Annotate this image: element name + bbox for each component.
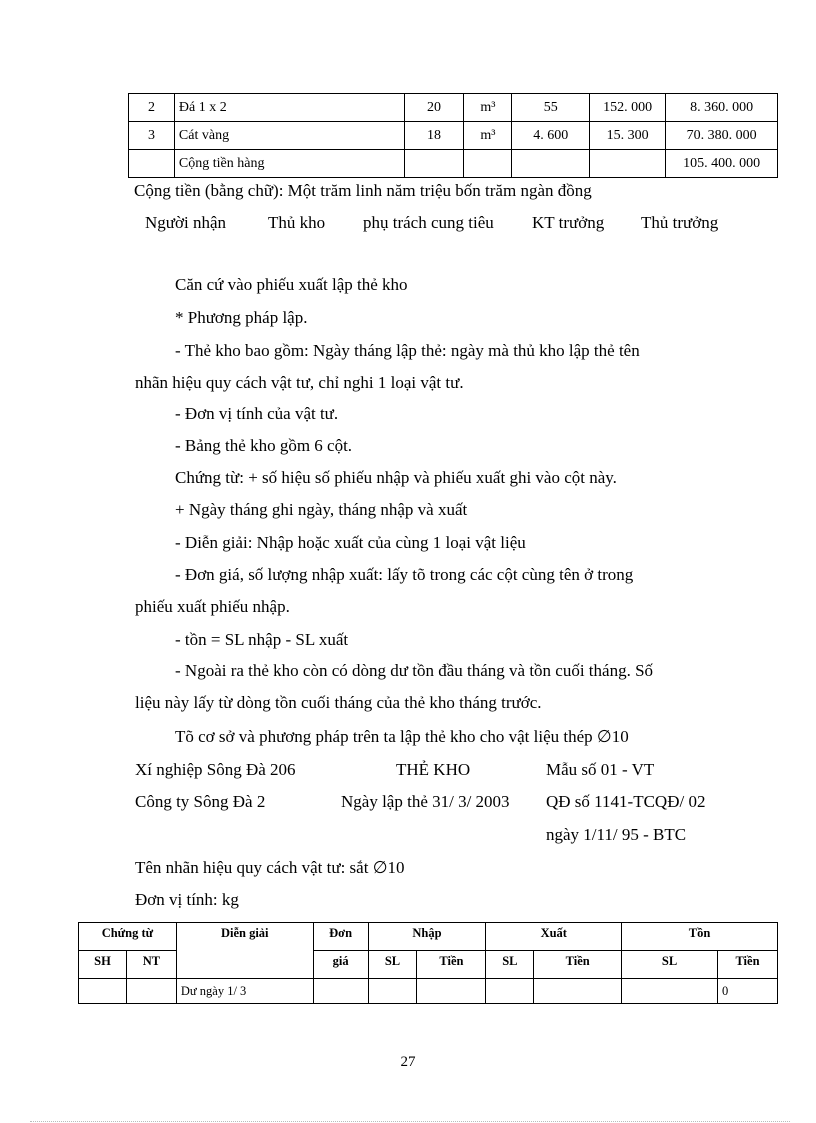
header-balance-sl: SL: [622, 951, 718, 979]
form-number: Mẫu số 01 - VT: [546, 760, 655, 779]
header-out-sl: SL: [486, 951, 534, 979]
quantity-1: 18: [404, 122, 464, 150]
unit: m³: [464, 94, 512, 122]
cell-out-sl: [486, 979, 534, 1004]
row-number: 2: [129, 94, 175, 122]
quantity-2: 55: [512, 94, 590, 122]
signature-director: Thủ trưởng: [641, 213, 719, 232]
row-number: 3: [129, 122, 175, 150]
header-in: Nhập: [368, 923, 486, 951]
quantity-1: [404, 150, 464, 178]
card-date: Ngày lập thẻ 31/ 3/ 2003: [341, 792, 510, 811]
header-voucher: Chứng từ: [79, 923, 177, 951]
paragraph-line: + Ngày tháng ghi ngày, tháng nhập và xuất: [175, 500, 468, 519]
header-out: Xuất: [486, 923, 622, 951]
cell-out-amount: [534, 979, 622, 1004]
cell-description: Dư ngày 1/ 3: [176, 979, 313, 1004]
decision-date: ngày 1/11/ 95 - BTC: [546, 825, 687, 844]
paragraph-line: Chứng từ: + số hiệu số phiếu nhập và phiếu xuất ghi vào cột này.: [175, 468, 617, 487]
cell-balance-sl: [622, 979, 718, 1004]
quantity-2: 4. 600: [512, 122, 590, 150]
amount: 70. 380. 000: [666, 122, 778, 150]
header-description: Diễn giải: [176, 923, 313, 979]
paragraph-line: * Phương pháp lập.: [175, 308, 308, 327]
page-footer-rule: [30, 1121, 790, 1122]
page-number: 27: [400, 1054, 416, 1070]
unit-price: [590, 150, 666, 178]
table-row: [129, 122, 778, 150]
paragraph-line: - Diễn giải: Nhập hoặc xuất của cùng 1 loại vật liệu: [175, 533, 526, 552]
table-row: [129, 94, 778, 122]
unit-of-measure: Đơn vị tính: kg: [135, 890, 239, 909]
receipt-table: [128, 93, 778, 178]
paragraph-line: Tõ cơ sở và phương pháp trên ta lập thẻ kho cho vật liệu thép ∅10: [175, 727, 629, 746]
paragraph-line: - Bảng thẻ kho gồm 6 cột.: [175, 436, 353, 455]
cell-balance-amount: 0: [717, 979, 777, 1004]
cell-nt: [126, 979, 176, 1004]
header-in-amount: Tiền: [417, 951, 486, 979]
card-title: THẺ KHO: [396, 760, 471, 779]
company-2: Công ty Sông Đà 2: [135, 792, 266, 811]
quantity-2: [512, 150, 590, 178]
cell-sh: [79, 979, 127, 1004]
paragraph-line: - Đơn vị tính của vật tư.: [175, 404, 339, 423]
unit: [464, 150, 512, 178]
paragraph-line: nhãn hiệu quy cách vật tư, chỉ nghi 1 loại vật tư.: [135, 373, 464, 392]
amount: 8. 360. 000: [666, 94, 778, 122]
table-row: [129, 150, 778, 178]
company-1: Xí nghiệp Sông Đà 206: [135, 760, 296, 779]
header-nt: NT: [126, 951, 176, 979]
paragraph-line: - tồn = SL nhập - SL xuất: [175, 630, 349, 649]
item-name: Đá 1 x 2: [174, 94, 404, 122]
total-in-words: Cộng tiền (bằng chữ): Một trăm linh năm triệu bốn trăm ngàn đồng: [134, 181, 592, 200]
unit: m³: [464, 122, 512, 150]
header-unit-price-1: Đơn: [313, 923, 368, 951]
paragraph-line: Căn cứ vào phiếu xuất lập thẻ kho: [175, 275, 408, 294]
amount: 105. 400. 000: [666, 150, 778, 178]
item-name: Cát vàng: [174, 122, 404, 150]
decision-number: QĐ số 1141-TCQĐ/ 02: [546, 792, 706, 811]
row-number: [129, 150, 175, 178]
header-unit-price-2: giá: [313, 951, 368, 979]
paragraph-line: - Ngoài ra thẻ kho còn có dòng dư tồn đầu tháng và tồn cuối tháng. Số: [175, 661, 654, 680]
quantity-1: 20: [404, 94, 464, 122]
material-name: Tên nhãn hiệu quy cách vật tư: sắt ∅10: [135, 858, 405, 877]
unit-price: 15. 300: [590, 122, 666, 150]
signature-receiver: Người nhận: [145, 213, 226, 232]
signature-supply: phụ trách cung tiêu: [363, 213, 494, 232]
unit-price: 152. 000: [590, 94, 666, 122]
stock-card-table: [78, 922, 778, 1004]
signature-storekeeper: Thủ kho: [268, 213, 326, 232]
header-in-sl: SL: [368, 951, 417, 979]
header-sh: SH: [79, 951, 127, 979]
header-balance-amount: Tiền: [717, 951, 777, 979]
header-balance: Tồn: [622, 923, 778, 951]
table-row: [79, 979, 778, 1004]
header-out-amount: Tiền: [534, 951, 622, 979]
paragraph-line: liệu này lấy từ dòng tồn cuối tháng của thẻ kho tháng trước.: [135, 693, 542, 712]
cell-price: [313, 979, 368, 1004]
item-name: Cộng tiền hàng: [174, 150, 404, 178]
header-row: [79, 923, 778, 951]
paragraph-line: phiếu xuất phiếu nhập.: [135, 597, 290, 616]
paragraph-line: - Đơn giá, số lượng nhập xuất: lấy tõ trong các cột cùng tên ở trong: [175, 565, 634, 584]
cell-in-sl: [368, 979, 417, 1004]
paragraph-line: - Thẻ kho bao gồm: Ngày tháng lập thẻ: ngày mà thủ kho lập thẻ tên: [175, 341, 640, 360]
cell-in-amount: [417, 979, 486, 1004]
signature-chief-accountant: KT trưởng: [532, 213, 605, 232]
